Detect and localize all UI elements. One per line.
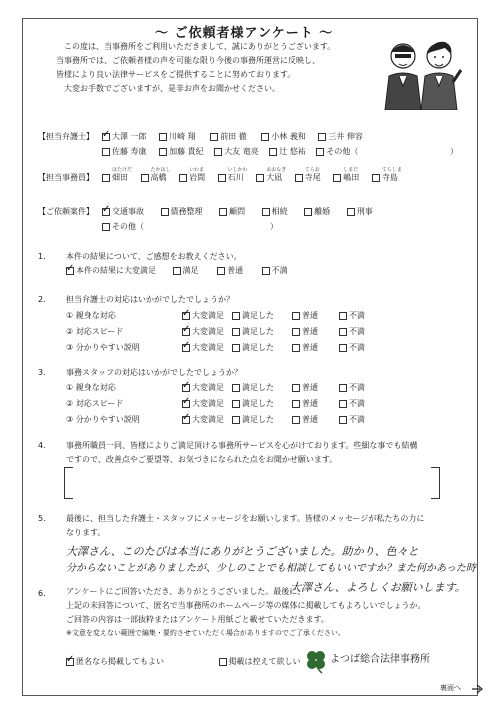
q4-answer-box[interactable] (64, 467, 440, 497)
lawyer-option[interactable]: 前田 徹 (210, 132, 247, 142)
staff-option[interactable]: てらお 寺尾 (295, 173, 321, 183)
q4-line-2: ですので、改善点やご要望等、お気づきになられた点をお聞かせ願います。 (66, 455, 338, 464)
rating-option-label: 満足した (242, 383, 274, 392)
q1-option[interactable]: 普通 (217, 266, 243, 276)
checkbox[interactable] (102, 208, 110, 216)
checkbox[interactable] (232, 344, 240, 352)
checkbox[interactable] (141, 174, 149, 182)
q3-rating-option[interactable] (182, 399, 224, 409)
checkbox[interactable] (339, 312, 347, 320)
checkbox[interactable] (182, 344, 190, 352)
case-option[interactable]: 相続 (262, 207, 288, 217)
staff-option[interactable]: おおなぎ 大凪 (256, 173, 282, 183)
checkbox[interactable] (347, 208, 355, 216)
q2-rating-option[interactable] (182, 343, 224, 353)
handwritten-line-3: 大澤さん、よろしくお願いします。 (290, 581, 466, 594)
clover-logo-icon (304, 648, 328, 674)
staff-label: 【担当事務員】 (38, 173, 94, 182)
q3-rating-option[interactable] (292, 399, 318, 409)
q1-number: 1. (38, 252, 46, 261)
q2-rating-option[interactable] (232, 343, 274, 353)
rating-option-label: 普通 (302, 415, 318, 424)
case-option[interactable]: 離婚 (304, 207, 330, 217)
lawyer-option[interactable]: 三井 伸容 (318, 132, 363, 142)
q2-rating-option[interactable] (292, 311, 318, 321)
rating-option-label: 普通 (302, 343, 318, 352)
q3-rating-option[interactable] (292, 383, 318, 393)
checkbox[interactable] (256, 174, 264, 182)
checkbox[interactable] (339, 416, 347, 424)
rating-option-label: 満足した (242, 343, 274, 352)
checkbox[interactable] (339, 328, 347, 336)
q3-row-1-label: ① 親身な対応 (66, 383, 116, 392)
q1-option[interactable]: 不満 (262, 266, 288, 276)
q5-line-2: なります。 (66, 528, 106, 537)
checkbox[interactable] (232, 384, 240, 392)
case-option[interactable]: ✓ 交通事故 (102, 207, 144, 217)
checkbox[interactable] (372, 174, 380, 182)
q6-number: 6. (38, 589, 46, 598)
checkbox[interactable] (295, 174, 303, 182)
checkbox[interactable] (214, 148, 222, 156)
staff-option[interactable]: てらしま 寺島 (372, 173, 398, 183)
checkbox[interactable] (292, 344, 300, 352)
q1-text: 本件の結果について、ご感想をお教えください。 (66, 252, 242, 261)
q1-options (66, 266, 288, 277)
rating-option-label: 満足した (242, 311, 274, 320)
staff-row (102, 167, 402, 184)
q3-row-2-label: ② 対応スピード (66, 399, 124, 408)
lawyer-option[interactable]: 佐藤 寿康 (102, 147, 147, 157)
q3-row-3-label: ③ 分かりやすい説明 (66, 415, 140, 424)
q3-number: 3. (38, 368, 46, 377)
q6-note: ※文意を変えない範囲で編集・要約させていただく場合がありますのでご了承ください。 (66, 629, 345, 637)
checkbox[interactable] (261, 133, 269, 141)
checkbox[interactable] (179, 174, 187, 182)
rating-option-label: 普通 (302, 399, 318, 408)
checkbox[interactable] (210, 133, 218, 141)
lawyer-row-1 (102, 132, 363, 143)
checkbox[interactable] (219, 208, 227, 216)
q2-rating-option[interactable] (339, 311, 365, 321)
staff-option[interactable]: しまだ 嶋田 (333, 173, 359, 183)
lawyer-option[interactable]: 川崎 翔 (159, 132, 196, 142)
rating-option-label: 大変満足 (192, 311, 224, 320)
checkbox[interactable] (269, 148, 277, 156)
checkbox[interactable] (217, 267, 225, 275)
staff-option[interactable]: はたけだ 畑田 (102, 173, 128, 183)
rating-option-label: 大変満足 (192, 343, 224, 352)
lawyer-label: 【担当弁護士】 (38, 132, 94, 141)
q3-rating-option[interactable] (232, 415, 274, 425)
checkbox[interactable] (173, 267, 181, 275)
checkbox[interactable] (318, 133, 326, 141)
handwritten-line-2: 分からないことがありましたが、少しのことでも相談してもいいですか？また何かあった時 (66, 563, 476, 574)
checkbox[interactable] (102, 133, 110, 141)
q1-option[interactable]: 満足 (173, 266, 199, 276)
q3-rating-option[interactable] (232, 383, 274, 393)
q6-options (66, 657, 301, 668)
q4-line-1: 事務所職員一同、皆様によりご満足頂ける事務所サービスを心がけております。些細な事でも結構 (66, 441, 418, 450)
staff-option[interactable]: たかはし 高橋 (141, 173, 167, 183)
checkbox[interactable] (262, 267, 270, 275)
lawyer-option[interactable]: その他（ (316, 147, 358, 157)
checkbox[interactable] (292, 328, 300, 336)
lawyer-option[interactable]: ✓ 大澤 一郎 (102, 132, 147, 142)
staff-option[interactable]: いしかわ 石川 (218, 173, 244, 183)
q6-option[interactable]: 掲載は控えて欲しい (219, 657, 301, 667)
checkbox[interactable] (66, 267, 74, 275)
intro-line-2: 当事務所では、ご依頼者様の声を可能な限り今後の事務所運営に反映し、 (56, 56, 320, 65)
rating-option-label: 大変満足 (192, 327, 224, 336)
rating-option-label: 満足した (242, 327, 274, 336)
rating-option-label: 大変満足 (192, 415, 224, 424)
arrow-right-icon (472, 684, 484, 694)
rating-option-label: 不満 (349, 311, 365, 320)
checkbox[interactable] (232, 416, 240, 424)
checkbox[interactable] (102, 223, 110, 231)
rating-option-label: 満足した (242, 399, 274, 408)
intro-line-4: 大変お手数でございますが、是非お声をお聞かせください。 (64, 84, 280, 93)
checkbox[interactable] (182, 384, 190, 392)
checkbox[interactable] (333, 174, 341, 182)
checkbox[interactable] (262, 208, 270, 216)
checkbox[interactable] (219, 658, 227, 666)
staff-option[interactable]: いわま 岩間 (179, 173, 205, 183)
checkbox[interactable] (232, 328, 240, 336)
q3-rating-option[interactable] (339, 399, 365, 409)
rating-option-label: 満足した (242, 415, 274, 424)
rating-option-label: 普通 (302, 311, 318, 320)
checkbox[interactable] (102, 148, 110, 156)
rating-option-label: 不満 (349, 399, 365, 408)
q3-rating-option[interactable] (339, 383, 365, 393)
q6-option[interactable]: ✓ 匿名なら掲載してもよい (66, 657, 164, 667)
rating-option-label: 不満 (349, 343, 365, 352)
q3-text: 事務スタッフの対応はいかがでしたでしょうか？ (66, 368, 242, 377)
lawyer-row-2 (102, 147, 358, 158)
checkbox[interactable] (292, 416, 300, 424)
q2-row-2-label: ② 対応スピード (66, 327, 124, 336)
rating-option-label: 不満 (349, 415, 365, 424)
checkbox[interactable] (232, 400, 240, 408)
q2-rating-option[interactable] (292, 343, 318, 353)
q2-rating-option[interactable] (339, 327, 365, 337)
checkbox[interactable] (339, 400, 347, 408)
checkbox[interactable] (182, 328, 190, 336)
q2-rating-option[interactable] (339, 343, 365, 353)
checkbox[interactable] (182, 416, 190, 424)
q1-option[interactable]: ✓ 本件の結果に大変満足 (66, 266, 156, 276)
checkbox[interactable] (161, 208, 169, 216)
lawyer-option[interactable]: 辻 悠祐 (269, 147, 306, 157)
lawyer-option[interactable]: 小林 義和 (261, 132, 306, 142)
q3-rating-option[interactable] (292, 415, 318, 425)
q2-text: 担当弁護士の対応はいかがでしたでしょうか？ (66, 295, 234, 304)
q3-rating-option[interactable] (182, 415, 224, 425)
case-other[interactable]: その他（ (102, 222, 144, 232)
checkbox[interactable] (292, 312, 300, 320)
rating-option-label: 普通 (302, 327, 318, 336)
case-label: 【ご依頼案件】 (38, 207, 94, 216)
lawyer-option[interactable]: 大友 竜亮 (214, 147, 259, 157)
checkbox[interactable] (159, 133, 167, 141)
staff-illustration (375, 38, 465, 110)
lawyer-option[interactable]: 加藤 貴紀 (159, 147, 204, 157)
case-row (102, 207, 373, 218)
intro-line-1: この度は、当事務所をご利用いただきまして、誠にありがとうございます。 (64, 42, 336, 51)
q2-row-3-label: ③ 分かりやすい説明 (66, 343, 140, 352)
case-option[interactable]: 顧問 (219, 207, 245, 217)
q2-rating-option[interactable] (232, 311, 274, 321)
q2-rating-option[interactable] (182, 327, 224, 337)
q2-rating-option[interactable] (292, 327, 318, 337)
rating-option-label: 大変満足 (192, 383, 224, 392)
q3-rating-option[interactable] (339, 415, 365, 425)
checkbox[interactable] (102, 174, 110, 182)
checkbox[interactable] (304, 208, 312, 216)
q3-rating-option[interactable] (232, 399, 274, 409)
rating-option-label: 普通 (302, 383, 318, 392)
q2-row-1-label: ① 親身な対応 (66, 311, 116, 320)
case-option[interactable]: 刑事 (347, 207, 373, 217)
q2-number: 2. (38, 295, 46, 304)
checkbox[interactable] (339, 344, 347, 352)
firm-name: よつば総合法律事務所 (330, 654, 430, 665)
rating-option-label: 不満 (349, 327, 365, 336)
q5-line-1: 最後に、担当した弁護士・スタッフにメッセージをお願いします。皆様のメッセージが私たちの力に (66, 514, 425, 523)
lawyer-other-close: ） (450, 147, 458, 156)
q6-line-1: アンケートにご回答いただき、ありがとうございました。最後に、 (66, 587, 306, 596)
q5-number: 5. (38, 514, 46, 523)
q6-line-3: ご回答の内容は一部抜粋またはアンケート用紙ごと載せていただきます。 (66, 615, 329, 624)
case-option[interactable]: 債務整理 (161, 207, 203, 217)
checkbox[interactable] (339, 384, 347, 392)
checkbox[interactable] (66, 658, 74, 666)
checkbox[interactable] (182, 400, 190, 408)
checkbox[interactable] (218, 174, 226, 182)
q4-number: 4. (38, 441, 46, 450)
q2-rating-option[interactable] (232, 327, 274, 337)
checkbox[interactable] (182, 312, 190, 320)
checkbox[interactable] (232, 312, 240, 320)
checkbox[interactable] (316, 148, 324, 156)
case-other-close: ） (270, 222, 278, 231)
checkbox[interactable] (292, 400, 300, 408)
q6-line-2: 上記の未回答について、匿名で当事務所のホームページ等の媒体に掲載してもよろしいでしょうか。 (66, 601, 426, 610)
q2-rating-option[interactable] (182, 311, 224, 321)
rating-option-label: 不満 (349, 383, 365, 392)
survey-title: 〜 ご依頼者様アンケート 〜 (155, 26, 334, 41)
handwritten-line-1: 大澤さん、このたびは本当にありがとうございました。助かり、色々と (66, 545, 419, 558)
checkbox[interactable] (159, 148, 167, 156)
rating-option-label: 大変満足 (192, 399, 224, 408)
next-page-label: 裏面へ (440, 684, 461, 692)
checkbox[interactable] (292, 384, 300, 392)
q3-rating-option[interactable] (182, 383, 224, 393)
intro-line-3: 皆様により良い法律サービスをご提供することに努めております。 (56, 70, 296, 79)
